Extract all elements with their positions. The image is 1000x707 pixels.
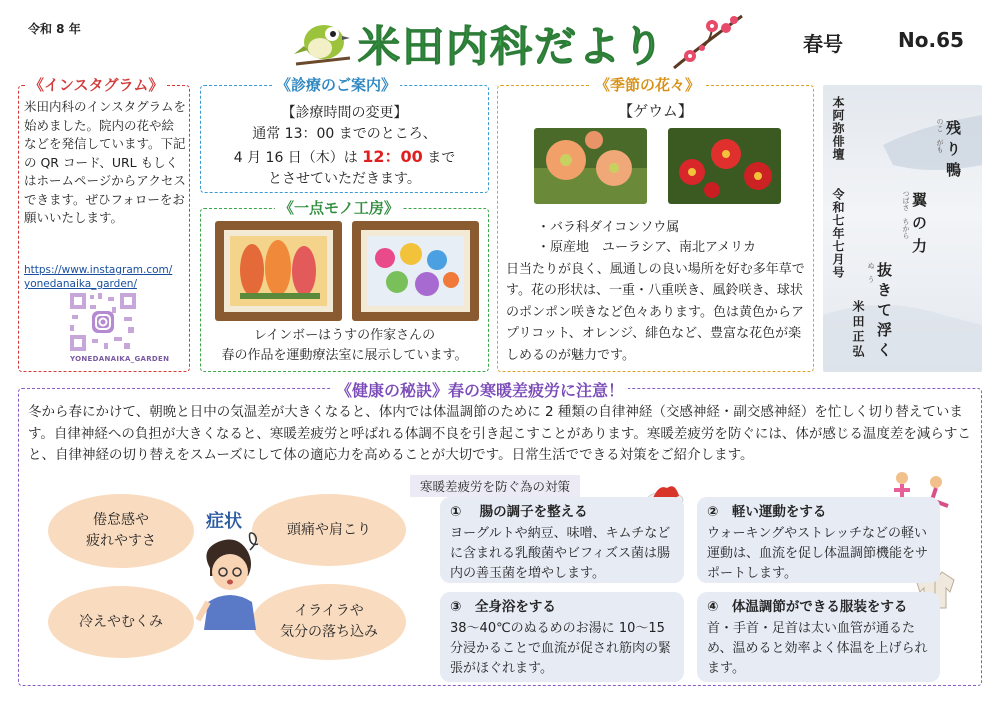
instagram-body: 米田内科のインスタグラムを始めました。院内の花や絵などを発信しています。下記の QR コード、URL もしくはホームページからアクセスできます。ぜひフォローをお願いいたします。 bbox=[24, 99, 187, 225]
haiku-line-1: 残り鴨 bbox=[944, 120, 962, 183]
measure-card-clothing: ④ 体温調節ができる服装をする 首・手首・足首は太い血管が通るため、温めると効率よく体温を上げられます。 bbox=[697, 592, 940, 682]
haiku-ruby-3: ぬ う bbox=[867, 262, 875, 283]
haiku-author: 米田正弘 bbox=[851, 300, 865, 360]
instagram-title: 《インスタグラム》 bbox=[25, 74, 167, 95]
haiku-ruby-1: のこ がも bbox=[936, 118, 944, 153]
plum-blossom-icon bbox=[668, 8, 748, 72]
clinic-notice-line2: 通常 13：00 までのところ、 bbox=[252, 126, 437, 142]
symptom-label: 症状 bbox=[206, 511, 242, 532]
season-label: 春号 bbox=[803, 32, 843, 56]
health-title: 《健康の秘訣》春の寒暖差疲労に注意！ bbox=[332, 378, 628, 401]
flower-photo-red bbox=[668, 128, 781, 204]
measure-card-exercise: ② 軽い運動をする ウォーキングやストレッチなどの軽い運動は、血流を促し体温調節機能をサポートします。 bbox=[697, 497, 940, 583]
measures-label: 寒暖差疲労を防ぐ為の対策 bbox=[410, 475, 580, 497]
health-intro: 冬から春にかけて、朝晩と日中の気温差が大きくなると、体内では体温調節のために 2 種類の自律神経（交感神経・副交感神経）を忙しく切り替えています。自律神経への負担が大きくなると、寒暖差疲労と呼ばれる体調不良を引き起こすことがあります。寒暖差疲労を防ぐには、体が感じる温度差を減らすこと、自律神経の切り替えをスムーズにして体の適応力を高めることが大切です。日常生活でできる対策をご紹介します。 bbox=[28, 404, 971, 464]
measure-card-gut: ① 腸の調子を整える ヨーグルトや納豆、味噌、キムチなどに含まれる乳酸菌やビフィズス菌は腸内の善玉菌を増やします。 bbox=[440, 497, 684, 583]
flower-fact-family: ・バラ科ダイコンソウ属 bbox=[537, 220, 680, 235]
changed-time: 12：00 bbox=[362, 147, 423, 166]
clinic-notice-heading: 【診療時間の変更】 bbox=[281, 105, 408, 121]
artwork-painting-2 bbox=[352, 221, 479, 321]
artwork-painting-1 bbox=[215, 221, 342, 321]
haiku-source: 本阿弥俳壇 bbox=[831, 96, 845, 161]
haiku-ruby-2: つばさ ちから bbox=[902, 190, 910, 239]
flower-fact-origin: ・原産地 ユーラシア、南北アメリカ bbox=[537, 240, 757, 255]
haiku-line-3: 抜きて浮く bbox=[875, 262, 893, 362]
bird-icon bbox=[290, 12, 356, 72]
seasonal-flower-title: 《季節の花々》 bbox=[591, 74, 704, 95]
flower-photo-apricot bbox=[534, 128, 647, 204]
symptom-fatigue: 倦怠感や 疲れやすさ bbox=[48, 494, 194, 568]
symptom-headache: 頭痛や肩こり bbox=[252, 494, 406, 566]
symptom-cold: 冷えやむくみ bbox=[48, 586, 194, 658]
instagram-url-line1[interactable]: https://www.instagram.com/ bbox=[24, 264, 173, 276]
haiku-line-2: 翼の力 bbox=[910, 192, 928, 261]
artwork-title: 《一点モノ工房》 bbox=[275, 197, 403, 218]
measure-card-bath: ③ 全身浴をする 38〜40℃のぬるめのお湯に 10〜15 分浸かることで血流が促され筋肉の緊張がほぐれます。 bbox=[440, 592, 684, 682]
flower-name: 【ゲウム】 bbox=[618, 102, 693, 120]
clinic-notice-title: 《診療のご案内》 bbox=[272, 74, 400, 95]
instagram-qr-code[interactable] bbox=[68, 291, 138, 353]
issue-date: 令和 8 年 bbox=[28, 22, 81, 36]
artwork-caption: レインボーはうすの作家さんの 春の作品を運動療法室に展示しています。 bbox=[221, 328, 468, 363]
issue-number: No.65 bbox=[898, 28, 964, 52]
instagram-url-line2[interactable]: yonedanaika_garden/ bbox=[24, 278, 137, 290]
qr-caption: YONEDANAIKA_GARDEN bbox=[70, 355, 170, 363]
haiku-issue-date: 令和七年七月号 bbox=[831, 188, 845, 279]
dizzy-person-illustration bbox=[190, 530, 270, 630]
clinic-notice-line3: 4 月 16 日（木）は 12：00 まで bbox=[233, 147, 456, 166]
flower-description: 日当たりが良く、風通しの良い場所を好む多年草です。花の形状は、一重・八重咲き、風鈴咲き、球状のポンポン咲きなど色々あります。色は黄色からアプリコット、オレンジ、緋色など、豊富な花色が楽しめるのが魅力です。 bbox=[506, 262, 805, 363]
symptom-irritation: イライラや 気分の落ち込み bbox=[252, 584, 406, 660]
newsletter-title: 米田内科だより bbox=[358, 22, 667, 71]
clinic-notice-body bbox=[200, 103, 489, 190]
clinic-notice-line4: とさせていただきます。 bbox=[268, 171, 421, 187]
